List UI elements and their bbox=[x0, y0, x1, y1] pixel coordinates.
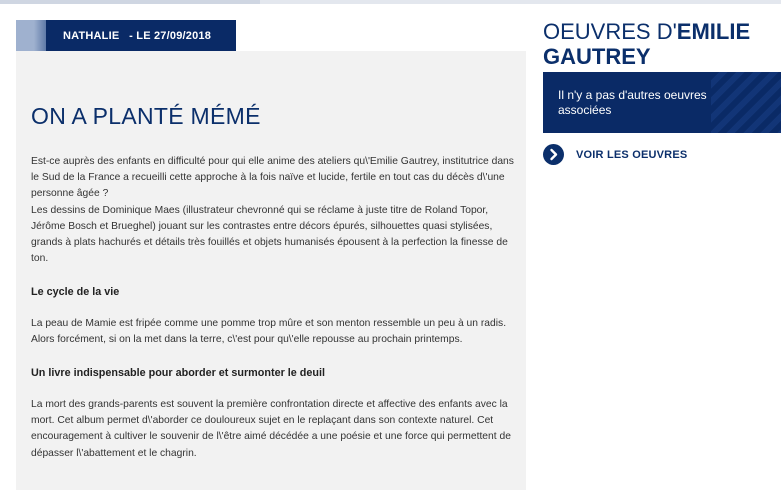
article-paragraph: Les dessins de Dominique Maes (illustrateur chevronné qui se réclame à juste titre de Roland Topor, Jérôme Bosch et Brueghel) jouant sur les contrastes entre décors épurés, silhouettes quasi stylisées, grands à plats hachurés et détails très fouillés et objets humanisés épousent à la perfection la finesse de ton. bbox=[31, 204, 508, 265]
section-heading-cycle: Le cycle de la vie bbox=[31, 285, 120, 298]
author-date-banner bbox=[16, 20, 236, 51]
article-panel bbox=[16, 51, 526, 490]
article-paragraph: La peau de Mamie est fripée comme une pomme trop mûre et son menton ressemble un peu à un radis. Alors forcément, si on la met dans la terre, c\'est pour qu\'elle repousse au prochain printemps. bbox=[31, 318, 507, 346]
author-date-label: NATHALIE - LE 27/09/2018 bbox=[63, 29, 212, 42]
chevron-right-icon[interactable] bbox=[543, 144, 564, 165]
banner-stripe bbox=[16, 20, 46, 51]
top-strip bbox=[0, 0, 781, 4]
sidebar-title-author: EMILIE GAUTREY bbox=[543, 19, 751, 69]
article-paragraph: Est-ce auprès des enfants en difficulté pour qui elle anime des ateliers qu\'Emilie Gautrey, institutrice dans le Sud de la France a recueilli cette approche à la fois naïve et lucide, fertile en tout cas du décès d\'une personne âgée ? bbox=[31, 156, 514, 200]
see-works-link[interactable] bbox=[543, 144, 687, 165]
no-works-text: Il n'y a pas d'autres oeuvres associées bbox=[558, 88, 707, 117]
chevron-right-icon-svg bbox=[543, 144, 564, 165]
no-works-box bbox=[543, 72, 781, 133]
article-title: ON A PLANTÉ MÉMÉ bbox=[31, 103, 261, 129]
sidebar-title-prefix: OEUVRES D' bbox=[543, 19, 677, 44]
top-strip-accent bbox=[0, 0, 260, 4]
article-body bbox=[31, 154, 516, 478]
see-works-label[interactable]: VOIR LES OEUVRES bbox=[576, 148, 688, 161]
section-heading-deuil: Un livre indispensable pour aborder et surmonter le deuil bbox=[31, 366, 325, 379]
article-paragraph: La mort des grands-parents est souvent la première confrontation directe et affective des enfants avec la mort. Cet album permet d\'aborder ce douloureux sujet en le replaçant dans son contexte naturel. Cet encouragement à cultiver le souvenir de l\'être aimé décédée a une poésie et une force qui permettent de dépasser l\'abattement et le chagrin. bbox=[31, 398, 511, 459]
sidebar-title bbox=[543, 19, 781, 69]
